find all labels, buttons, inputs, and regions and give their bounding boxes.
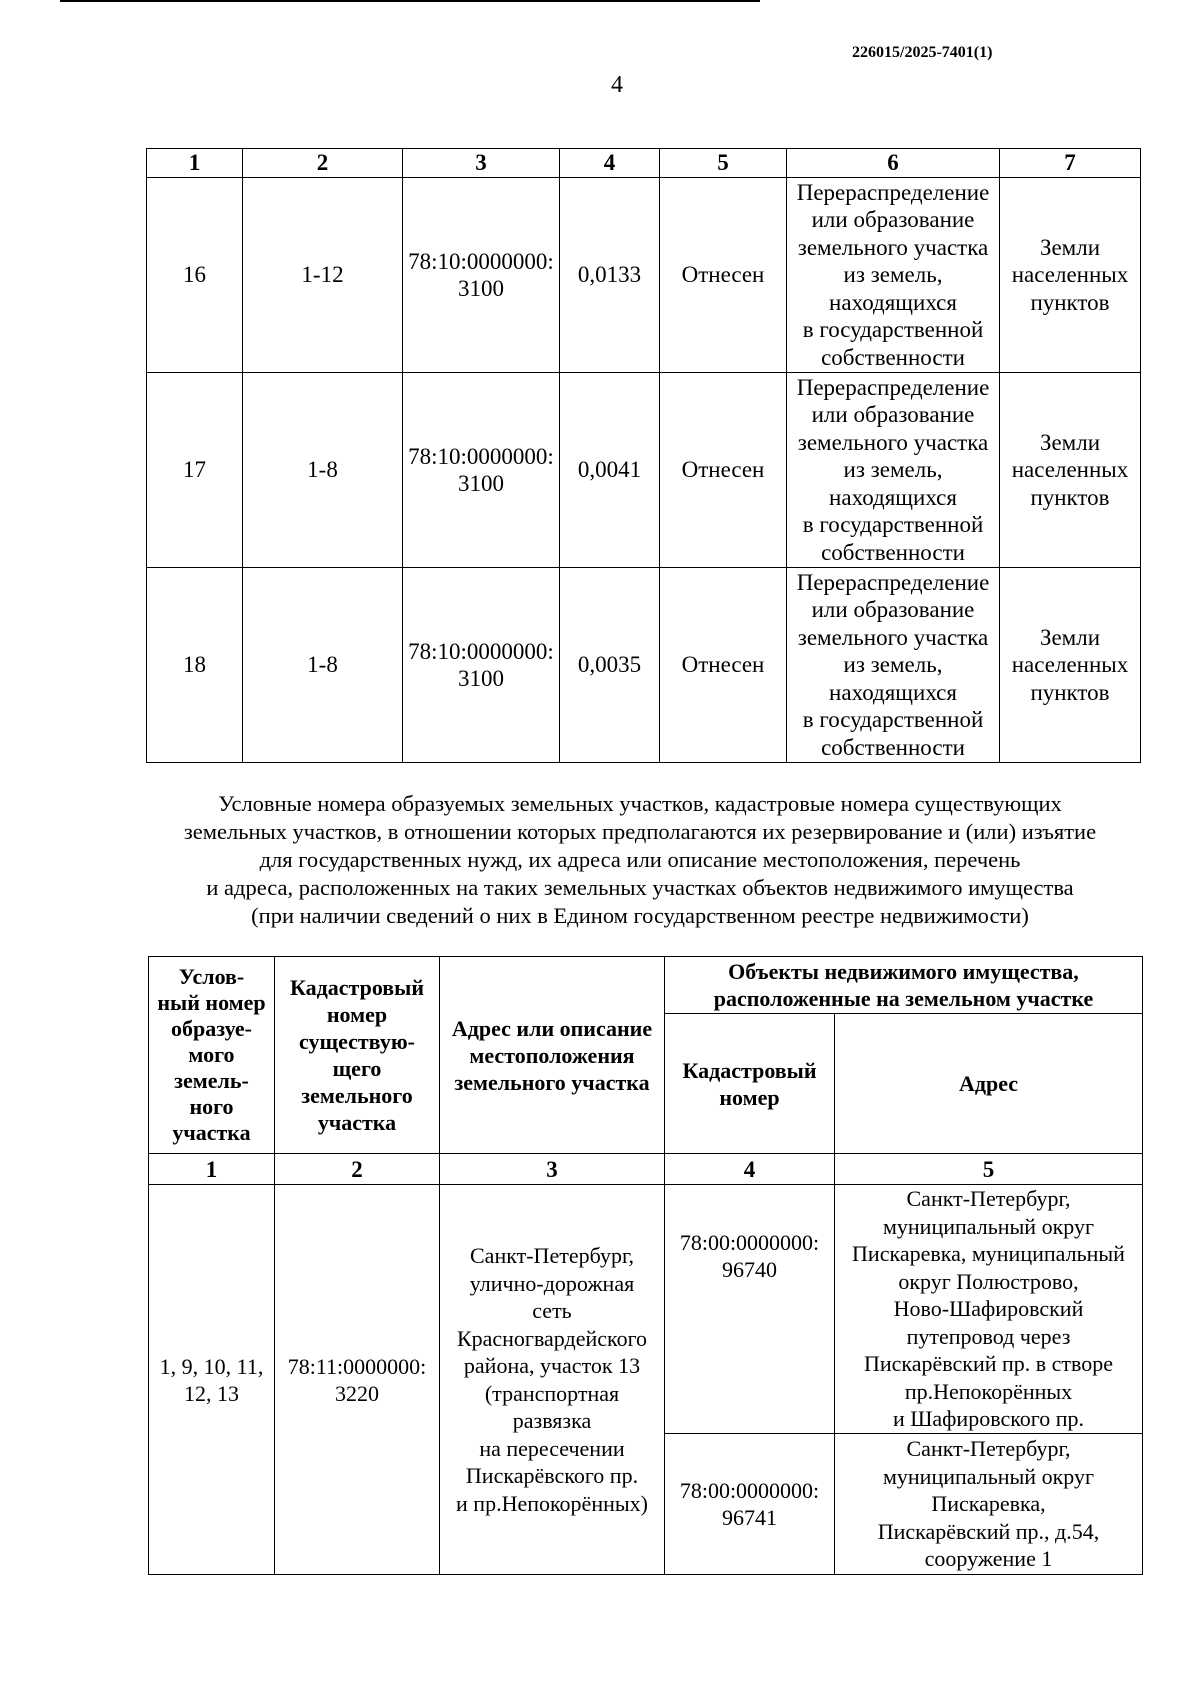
object-address: Санкт-Петербург, муниципальный округ Пискаревка, Пискарёвский пр., д.54, сооружение 1 xyxy=(835,1434,1143,1575)
land-category: Земли населенных пунктов xyxy=(1000,178,1141,373)
header-plot-number: Услов- ный номер образуе- мого земель- ного участка xyxy=(149,957,275,1154)
status: Отнесен xyxy=(660,373,787,568)
object-address: Санкт-Петербург, муниципальный округ Пискаревка, муниципальный округ Полюстрово, Ново-Шафировский путепровод через Пискарёвский пр. в створе пр.Непокорённых и Шафировского пр. xyxy=(835,1185,1143,1434)
table-row xyxy=(147,373,1141,568)
column-number: 4 xyxy=(560,149,660,178)
column-number: 1 xyxy=(149,1154,275,1185)
header-row xyxy=(149,957,1143,1014)
purpose: Перераспределение или образование земельного участка из земель, находящихся в государственной собственности xyxy=(787,373,1000,568)
status: Отнесен xyxy=(660,178,787,373)
header-real-estate-objects: Объекты недвижимого имущества, расположенные на земельном участке xyxy=(665,957,1143,1014)
cadastral-number: 78:11:0000000: 3220 xyxy=(275,1185,440,1575)
cadastral-number: 78:10:0000000: 3100 xyxy=(403,178,560,373)
area: 0,0133 xyxy=(560,178,660,373)
cadastral-number: 78:10:0000000: 3100 xyxy=(403,568,560,763)
row-number: 18 xyxy=(147,568,243,763)
area: 0,0035 xyxy=(560,568,660,763)
column-number: 4 xyxy=(665,1154,835,1185)
column-number: 6 xyxy=(787,149,1000,178)
document-number: 226015/2025-7401(1) xyxy=(852,44,993,61)
column-number-row xyxy=(147,149,1141,178)
object-cadastral-number: 78:00:0000000: 96741 xyxy=(665,1434,835,1575)
column-number-row xyxy=(149,1154,1143,1185)
table-row xyxy=(147,568,1141,763)
page-number: 4 xyxy=(611,72,623,98)
column-number: 7 xyxy=(1000,149,1141,178)
area: 0,0041 xyxy=(560,373,660,568)
cadastral-number: 78:10:0000000: 3100 xyxy=(403,373,560,568)
column-number: 3 xyxy=(403,149,560,178)
top-border-line xyxy=(60,0,760,2)
column-number: 5 xyxy=(660,149,787,178)
reserved-plots-table xyxy=(148,956,1143,1575)
boundary-points: 1-12 xyxy=(243,178,403,373)
plot-numbers: 1, 9, 10, 11, 12, 13 xyxy=(149,1185,275,1575)
row-number: 17 xyxy=(147,373,243,568)
column-number: 2 xyxy=(275,1154,440,1185)
land-plots-table xyxy=(146,148,1141,763)
column-number: 5 xyxy=(835,1154,1143,1185)
boundary-points: 1-8 xyxy=(243,373,403,568)
row-number: 16 xyxy=(147,178,243,373)
boundary-points: 1-8 xyxy=(243,568,403,763)
purpose: Перераспределение или образование земельного участка из земель, находящихся в государственной собственности xyxy=(787,178,1000,373)
land-category: Земли населенных пунктов xyxy=(1000,373,1141,568)
column-number: 3 xyxy=(440,1154,665,1185)
location-description: Санкт-Петербург, улично-дорожная сеть Красногвардейского района, участок 13 (транспортная развязка на пересечении Пискарёвского пр. и пр.Непокорённых) xyxy=(440,1185,665,1575)
header-location: Адрес или описание местоположения земельного участка xyxy=(440,957,665,1154)
column-number: 1 xyxy=(147,149,243,178)
land-category: Земли населенных пунктов xyxy=(1000,568,1141,763)
header-object-address: Адрес xyxy=(835,1014,1143,1154)
header-object-cadastral-number: Кадастровый номер xyxy=(665,1014,835,1154)
purpose: Перераспределение или образование земельного участка из земель, находящихся в государственной собственности xyxy=(787,568,1000,763)
table-row xyxy=(147,178,1141,373)
header-cadastral-number: Кадастровый номер существую- щего земельного участка xyxy=(275,957,440,1154)
section-caption: Условные номера образуемых земельных участков, кадастровые номера существующих земельных участков, в отношении которых предполагаются их резервирование и (или) изъятие для государственных нужд, их адреса или описание местоположения, перечень и адреса, расположенных на таких земельных участках объектов недвижимого имущества (при наличии сведений о них в Едином государственном реестре недвижимости) xyxy=(183,791,1097,928)
object-cadastral-number: 78:00:0000000: 96740 xyxy=(665,1185,835,1434)
status: Отнесен xyxy=(660,568,787,763)
table-row xyxy=(149,1185,1143,1434)
column-number: 2 xyxy=(243,149,403,178)
